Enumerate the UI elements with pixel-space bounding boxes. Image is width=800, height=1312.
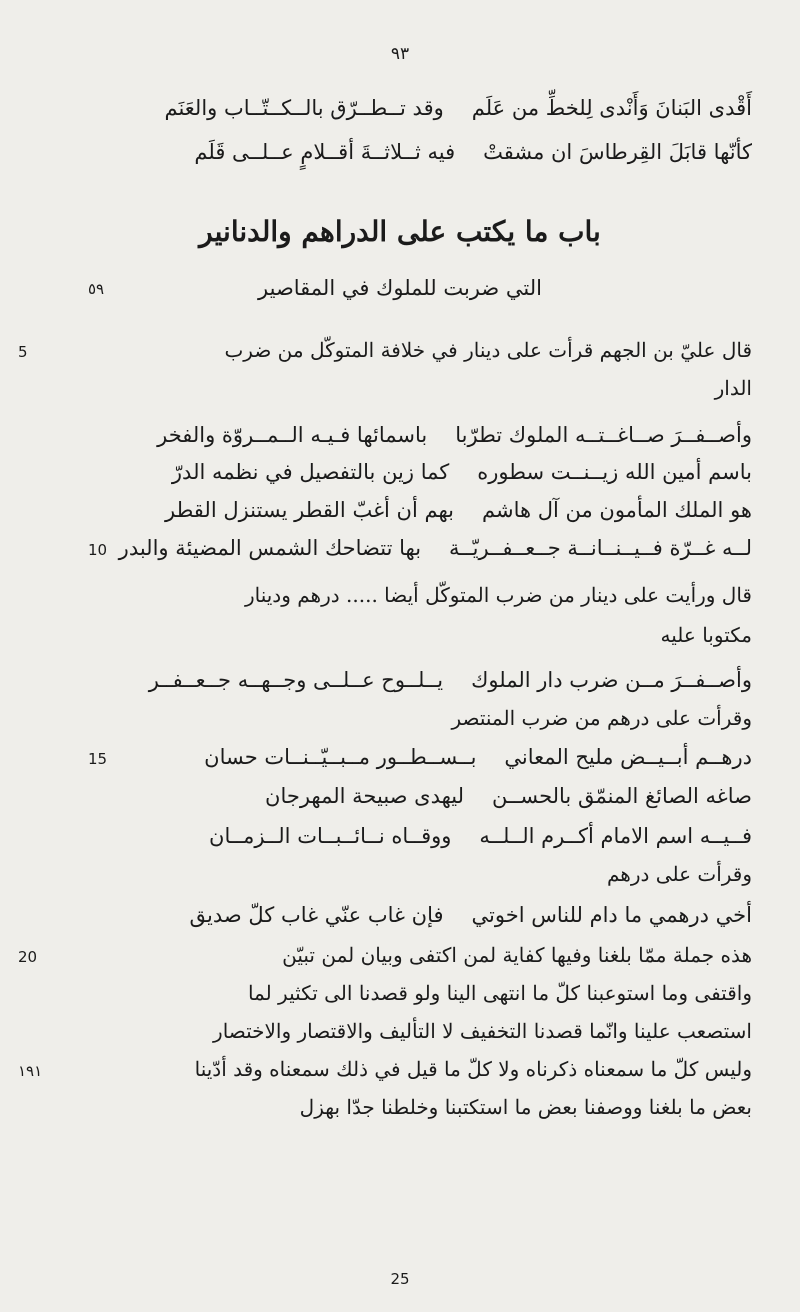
line-number: 10 xyxy=(88,541,108,559)
verse-hemistich: أخي درهمي ما دام للناس اخوتي xyxy=(471,903,752,927)
verse-hemistich: بــســطــور مــبــيّــنــات حسان xyxy=(204,745,477,769)
verse-hemistich: باسم أمين الله زيــنــت سطوره xyxy=(477,460,752,484)
prose-line: وليس كلّ ما سمعناه ذكرناه ولا كلّ ما قيل في ذلك سمعناه وقد أدّينا xyxy=(194,1057,752,1081)
verse-hemistich: هو الملك المأمون من آل هاشم xyxy=(482,498,752,522)
verse-hemistich: بهم أن أغبّ القطر يستنزل القطر xyxy=(164,498,454,522)
prose-line: استصعب علينا وانّما قصدنا التخفيف لا التأليف والاقتصار والاختصار xyxy=(213,1019,752,1043)
verse-hemistich: ووقــاه نــائــبــات الــزمــان xyxy=(209,824,452,848)
verse-hemistich: صاغه الصائغ المنمّق بالحســن xyxy=(492,784,752,808)
verse-hemistich: كما زين بالتفصيل في نظمه الدرّ xyxy=(171,460,450,484)
verse-hemistich: فإن غاب عنّي غاب كلّ صديق xyxy=(189,903,444,927)
chapter-heading: باب ما يكتب على الدراهم والدنانير xyxy=(199,215,601,248)
prose-line: وقرأت على درهم من ضرب المنتصر xyxy=(451,706,752,730)
verse-line xyxy=(119,538,752,559)
verse-line xyxy=(164,98,752,119)
verse-hemistich: فيه ثــلاثــةَ أقــلامٍ عــلــى قَلَم xyxy=(194,140,456,164)
verse-line xyxy=(265,786,752,807)
verse-line xyxy=(157,425,752,446)
margin-number: ١٩١ xyxy=(18,1062,43,1080)
verse-hemistich: كأنّها قابَلَ القِرطاسَ ان مشقتْ xyxy=(483,140,752,164)
line-number: 5 xyxy=(18,343,28,361)
line-number: 20 xyxy=(18,948,38,966)
chapter-subheading: التي ضربت للملوك في المقاصير xyxy=(258,276,542,300)
verse-line xyxy=(209,826,752,847)
prose-line: وقرأت على درهم xyxy=(607,862,752,886)
verse-hemistich: وأصــفــرَ صــاغــتــه الملوك تطرّبا xyxy=(455,423,752,447)
verse-hemistich: وقد تــطــرّق بالــكــتّــاب والعَنَم xyxy=(164,96,444,120)
verse-line xyxy=(204,747,752,768)
verse-line xyxy=(172,462,752,483)
verse-line xyxy=(189,905,752,926)
verse-line xyxy=(194,142,752,163)
verse-hemistich: بها تتضاحك الشمس المضيئة والبدر xyxy=(118,536,422,560)
prose-line: واقتفى وما استوعبنا كلّ ما انتهى الينا ولو قصدنا الى تكثير لما xyxy=(247,981,752,1005)
verse-line xyxy=(149,670,752,691)
verse-hemistich: وأصــفــرَ مــن ضرب دار الملوك xyxy=(471,668,752,692)
line-number: 15 xyxy=(88,750,108,768)
verse-hemistich: يــلــوح عــلــى وجــهــه جــعــفــر xyxy=(148,668,444,692)
margin-number: ٥٩ xyxy=(88,280,105,298)
verse-hemistich: ليهدى صبيحة المهرجان xyxy=(265,784,465,808)
verse-hemistich: أَقْدى البَنانَ وَأَنْدى لِلخطِّ من عَلَم xyxy=(471,96,752,120)
prose-line: مكتوبا عليه xyxy=(660,623,752,647)
page-number-bottom: 25 xyxy=(390,1270,410,1288)
prose-line: الدار xyxy=(714,376,752,400)
verse-hemistich: فــيــه اسم الامام أكــرم الــلــه xyxy=(479,824,752,848)
prose-line: هذه جملة ممّا بلغنا وفيها كفاية لمن اكتفى وبيان لمن تبيّن xyxy=(282,943,752,967)
page-number-top: ٩٣ xyxy=(390,44,410,64)
verse-hemistich: درهــم أبــيــض مليح المعاني xyxy=(504,745,752,769)
prose-line: قال عليّ بن الجهم قرأت على دينار في خلافة المتوكّل من ضرب xyxy=(224,338,752,362)
verse-hemistich: لــه غــرّة فــيــنــانــة جــعــفــريّــة xyxy=(449,536,752,560)
verse-line xyxy=(165,500,752,521)
verse-hemistich: باسمائها فـيـه الــمــروّة والفخر xyxy=(157,423,428,447)
prose-line: قال ورأيت على دينار من ضرب المتوكّل أيضا ..... درهم ودينار xyxy=(244,583,752,607)
prose-line: بعض ما بلغنا ووصفنا بعض ما استكتبنا وخلطنا جدّا بهزل xyxy=(299,1095,752,1119)
